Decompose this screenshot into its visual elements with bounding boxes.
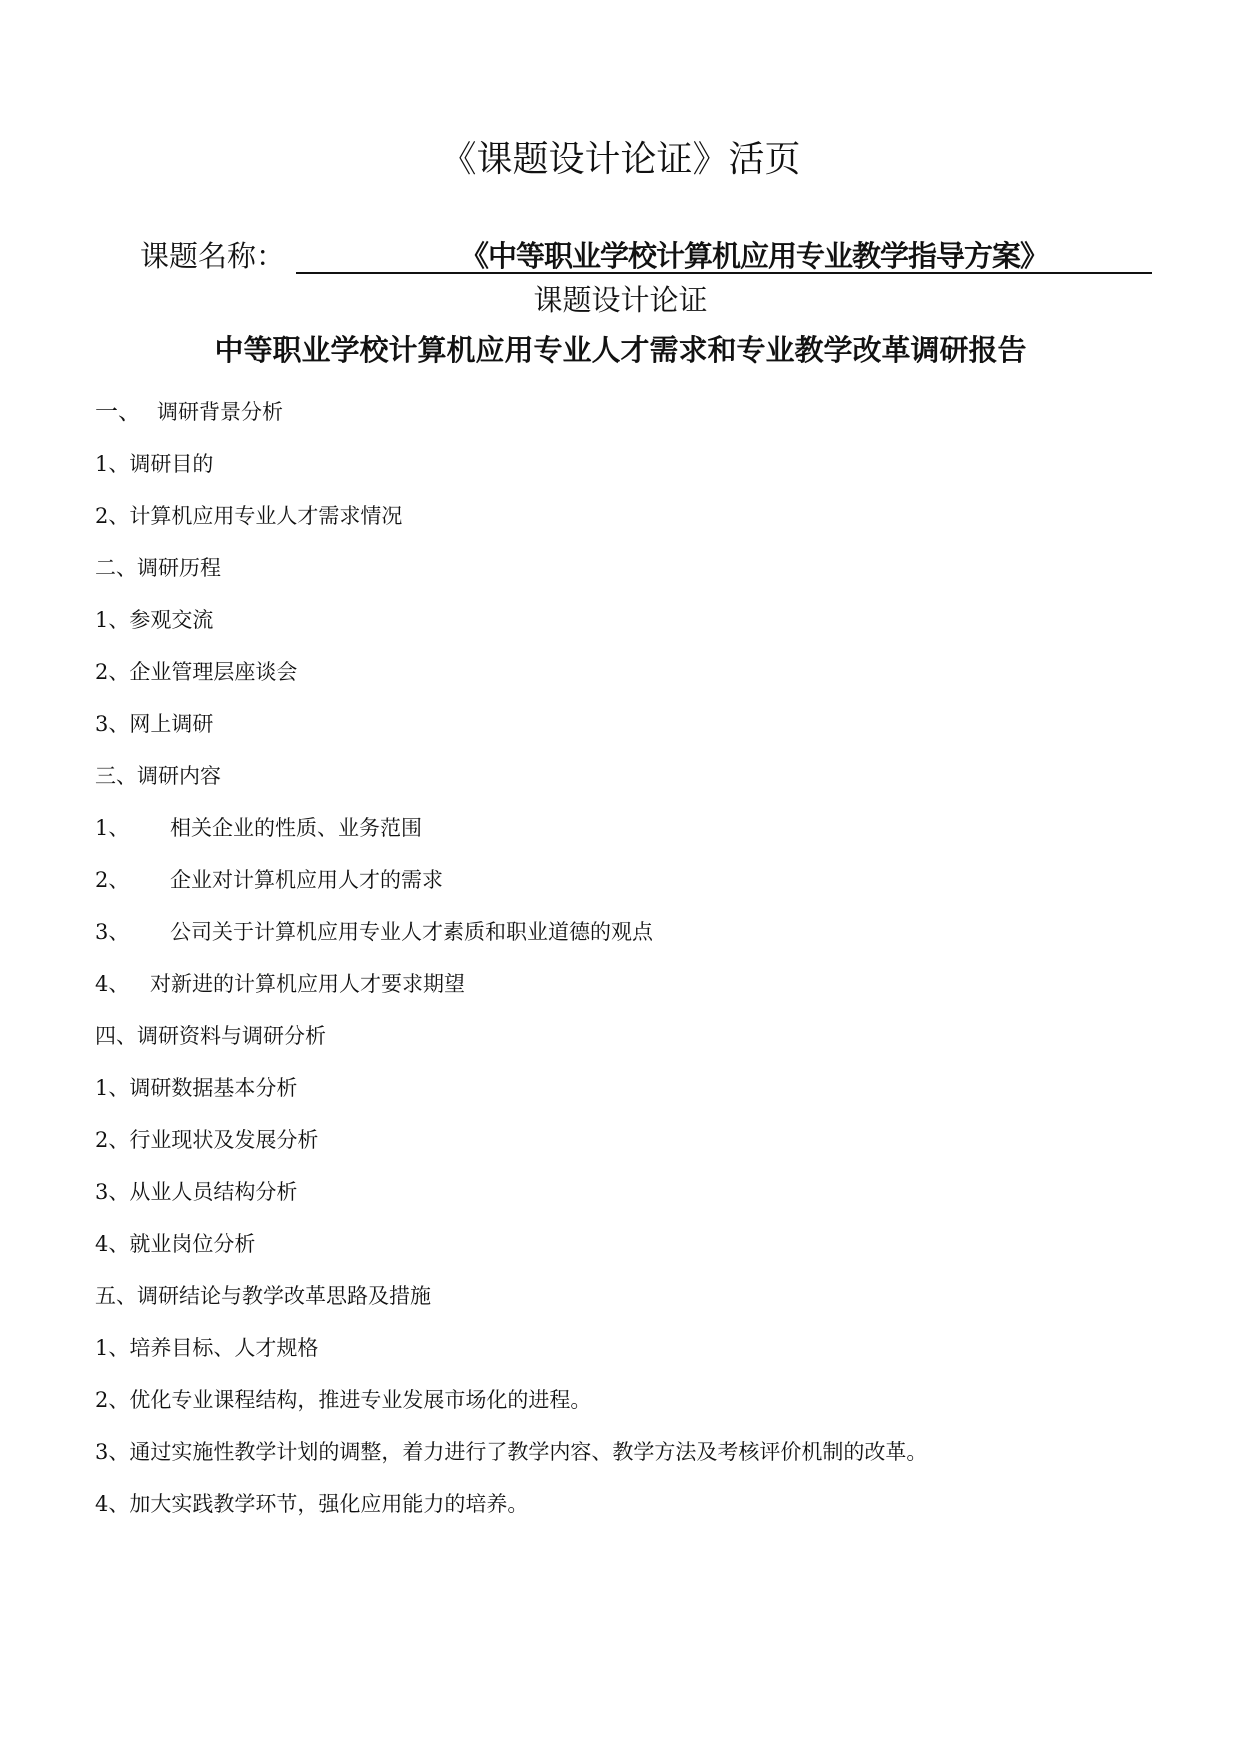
outline-text: 相关企业的性质、业务范围 bbox=[170, 816, 422, 840]
outline-item bbox=[95, 1178, 1155, 1230]
outline-text: 调研历程 bbox=[137, 556, 221, 580]
outline-number: 4、 bbox=[95, 1232, 130, 1256]
outline-text: 调研内容 bbox=[137, 764, 221, 788]
outline-item bbox=[95, 866, 1155, 918]
outline-number: 2、 bbox=[95, 504, 130, 528]
outline-heading bbox=[95, 554, 1155, 606]
outline-item bbox=[95, 1074, 1155, 1126]
outline-item bbox=[95, 814, 1155, 866]
outline-text: 从业人员结构分析 bbox=[129, 1180, 298, 1204]
outline-number: 3、 bbox=[95, 712, 130, 736]
outline-text: 公司关于计算机应用专业人才素质和职业道德的观点 bbox=[170, 920, 653, 944]
outline-number: 1、 bbox=[95, 608, 130, 632]
outline-item bbox=[95, 606, 1155, 658]
outline-text: 调研结论与教学改革思路及措施 bbox=[137, 1284, 431, 1308]
outline-text: 优化专业课程结构，推进专业发展市场化的进程。 bbox=[129, 1388, 592, 1412]
outline-list bbox=[95, 398, 1155, 1542]
outline-item bbox=[95, 502, 1155, 554]
outline-text: 加大实践教学环节，强化应用能力的培养。 bbox=[129, 1492, 529, 1516]
outline-text: 就业岗位分析 bbox=[129, 1232, 256, 1256]
outline-number: 2、 bbox=[95, 1128, 130, 1152]
outline-item bbox=[95, 658, 1155, 710]
outline-number: 三、 bbox=[95, 764, 137, 788]
outline-heading bbox=[95, 398, 1155, 450]
outline-number: 3、 bbox=[95, 1440, 130, 1464]
outline-text: 培养目标、人才规格 bbox=[129, 1336, 319, 1360]
outline-number: 1、 bbox=[95, 452, 130, 476]
outline-text: 网上调研 bbox=[129, 712, 214, 736]
outline-item bbox=[95, 970, 1155, 1022]
outline-heading bbox=[95, 762, 1155, 814]
outline-item bbox=[95, 1230, 1155, 1282]
outline-number: 1、 bbox=[95, 1336, 130, 1360]
report-title: 中等职业学校计算机应用专业人才需求和专业教学改革调研报告 bbox=[214, 333, 1027, 367]
outline-text: 调研背景分析 bbox=[157, 400, 283, 424]
outline-number: 2、 bbox=[95, 1388, 130, 1412]
outline-item bbox=[95, 710, 1155, 762]
outline-text: 调研资料与调研分析 bbox=[137, 1024, 326, 1048]
outline-number: 1、 bbox=[95, 1076, 130, 1100]
outline-item bbox=[95, 450, 1155, 502]
outline-item bbox=[95, 1386, 1155, 1438]
outline-item bbox=[95, 1438, 1155, 1490]
outline-number: 2、 bbox=[95, 868, 130, 892]
section-subtitle: 课题设计论证 bbox=[533, 283, 708, 317]
outline-heading bbox=[95, 1282, 1155, 1334]
outline-text: 对新进的计算机应用人才要求期望 bbox=[150, 972, 465, 996]
outline-number: 3、 bbox=[95, 1180, 130, 1204]
outline-item bbox=[95, 1126, 1155, 1178]
outline-number: 二、 bbox=[95, 556, 137, 580]
outline-text: 调研目的 bbox=[129, 452, 214, 476]
outline-text: 参观交流 bbox=[129, 608, 214, 632]
topic-name-field bbox=[140, 236, 1152, 284]
outline-text: 行业现状及发展分析 bbox=[129, 1128, 319, 1152]
outline-text: 调研数据基本分析 bbox=[129, 1076, 298, 1100]
outline-number: 4、 bbox=[95, 1492, 130, 1516]
outline-text: 通过实施性教学计划的调整，着力进行了教学内容、教学方法及考核评价机制的改革。 bbox=[129, 1440, 928, 1464]
outline-number: 2、 bbox=[95, 660, 130, 684]
outline-text: 计算机应用专业人才需求情况 bbox=[129, 504, 403, 528]
outline-number: 一、 bbox=[95, 399, 141, 425]
outline-number: 1、 bbox=[95, 816, 130, 840]
outline-number: 3、 bbox=[95, 920, 130, 944]
topic-name-value: 《中等职业学校计算机应用专业教学指导方案》 bbox=[459, 239, 1048, 273]
outline-item bbox=[95, 1334, 1155, 1386]
outline-heading bbox=[95, 1022, 1155, 1074]
outline-text: 企业管理层座谈会 bbox=[129, 660, 298, 684]
topic-name-underline bbox=[296, 236, 1152, 274]
outline-number: 五、 bbox=[95, 1284, 137, 1308]
outline-text: 企业对计算机应用人才的需求 bbox=[170, 868, 443, 892]
outline-number: 四、 bbox=[95, 1024, 137, 1048]
topic-name-label: 课题名称： bbox=[140, 239, 286, 273]
outline-item bbox=[95, 1490, 1155, 1542]
page-title: 《课题设计论证》活页 bbox=[440, 139, 801, 180]
outline-item bbox=[95, 918, 1155, 970]
outline-number: 4、 bbox=[95, 972, 130, 996]
